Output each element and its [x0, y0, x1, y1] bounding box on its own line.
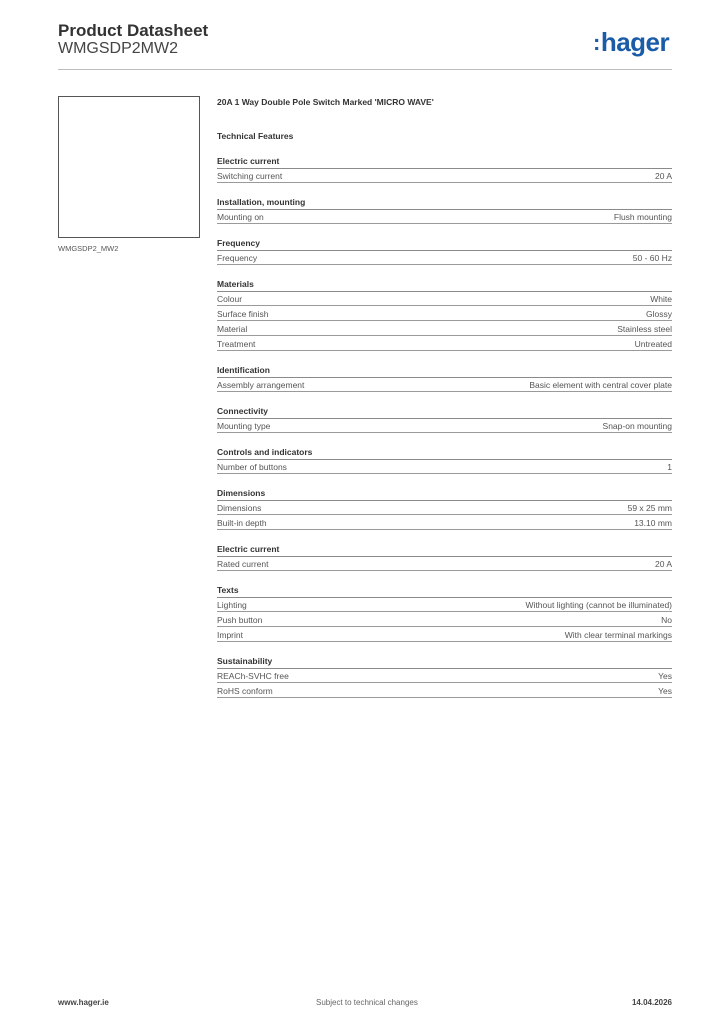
section-heading: Materials	[217, 279, 672, 292]
spec-row	[217, 251, 672, 265]
section-heading: Sustainability	[217, 656, 672, 669]
product-code: WMGSDP2MW2	[58, 40, 178, 57]
spec-value: White	[650, 294, 672, 304]
spec-value: Yes	[658, 686, 672, 696]
hager-logo[interactable]	[593, 27, 669, 58]
spec-content	[217, 96, 672, 698]
spec-label: Imprint	[217, 630, 243, 640]
spec-section	[217, 156, 672, 183]
spec-row	[217, 169, 672, 183]
spec-row	[217, 598, 672, 612]
section-heading: Controls and indicators	[217, 447, 672, 460]
spec-label: Treatment	[217, 339, 256, 349]
spec-value: With clear terminal markings	[564, 630, 672, 640]
technical-features-heading: Technical Features	[217, 131, 294, 141]
spec-section	[217, 406, 672, 433]
spec-label: Material	[217, 324, 248, 334]
spec-row	[217, 210, 672, 224]
section-heading: Frequency	[217, 238, 672, 251]
spec-row	[217, 419, 672, 433]
image-caption: WMGSDP2_MW2	[58, 244, 119, 253]
spec-row	[217, 501, 672, 515]
spec-label: RoHS conform	[217, 686, 273, 696]
footer-notice: Subject to technical changes	[316, 998, 418, 1007]
spec-label: Lighting	[217, 600, 247, 610]
spec-value: No	[661, 615, 672, 625]
spec-label: Mounting on	[217, 212, 264, 222]
spec-row	[217, 684, 672, 698]
spec-label: Number of buttons	[217, 462, 287, 472]
spec-value: Yes	[658, 671, 672, 681]
spec-value: Without lighting (cannot be illuminated)	[525, 600, 672, 610]
logo-dots: :	[593, 30, 600, 55]
spec-section	[217, 279, 672, 351]
spec-label: Switching current	[217, 171, 283, 181]
spec-section	[217, 197, 672, 224]
spec-label: Colour	[217, 294, 243, 304]
section-heading: Texts	[217, 585, 672, 598]
spec-section	[217, 656, 672, 698]
spec-label: Dimensions	[217, 503, 262, 513]
spec-row	[217, 378, 672, 392]
spec-section	[217, 544, 672, 571]
section-heading: Identification	[217, 365, 672, 378]
spec-value: 20 A	[654, 559, 672, 569]
spec-row	[217, 337, 672, 351]
product-title: 20A 1 Way Double Pole Switch Marked 'MICRO WAVE'	[217, 97, 434, 107]
spec-row	[217, 557, 672, 571]
section-heading: Installation, mounting	[217, 197, 672, 210]
page-title: Product Datasheet	[58, 21, 209, 40]
spec-section	[217, 238, 672, 265]
spec-row	[217, 628, 672, 642]
spec-value: 13.10 mm	[634, 518, 672, 528]
header-divider	[58, 69, 672, 70]
product-image	[58, 96, 200, 238]
spec-section	[217, 365, 672, 392]
spec-value: Flush mounting	[613, 212, 672, 222]
spec-label: Frequency	[217, 253, 258, 263]
spec-label: Rated current	[217, 559, 269, 569]
logo-text: hager	[600, 27, 670, 57]
spec-value: Untreated	[634, 339, 672, 349]
spec-label: Surface finish	[217, 309, 269, 319]
spec-row	[217, 292, 672, 306]
spec-row	[217, 307, 672, 321]
spec-value: 59 x 25 mm	[627, 503, 672, 513]
spec-section	[217, 447, 672, 474]
spec-value: 20 A	[654, 171, 672, 181]
spec-section	[217, 488, 672, 530]
spec-label: Push button	[217, 615, 263, 625]
spec-value: Snap-on mounting	[602, 421, 672, 431]
spec-section	[217, 585, 672, 642]
spec-label: Mounting type	[217, 421, 271, 431]
spec-value: 50 - 60 Hz	[632, 253, 672, 263]
spec-row	[217, 460, 672, 474]
section-heading: Electric current	[217, 156, 672, 169]
spec-label: Assembly arrangement	[217, 380, 305, 390]
spec-row	[217, 322, 672, 336]
spec-label: Built-in depth	[217, 518, 267, 528]
spec-sections	[217, 156, 672, 698]
spec-value: Glossy	[646, 309, 672, 319]
footer-website-link[interactable]: www.hager.ie	[58, 998, 109, 1007]
spec-value: Stainless steel	[617, 324, 672, 334]
section-heading: Dimensions	[217, 488, 672, 501]
spec-value: Basic element with central cover plate	[529, 380, 672, 390]
spec-row	[217, 516, 672, 530]
spec-label: REACh-SVHC free	[217, 671, 289, 681]
section-heading: Connectivity	[217, 406, 672, 419]
footer-date: 14.04.2026	[631, 998, 672, 1007]
spec-value: 1	[667, 462, 672, 472]
spec-row	[217, 613, 672, 627]
section-heading: Electric current	[217, 544, 672, 557]
spec-row	[217, 669, 672, 683]
